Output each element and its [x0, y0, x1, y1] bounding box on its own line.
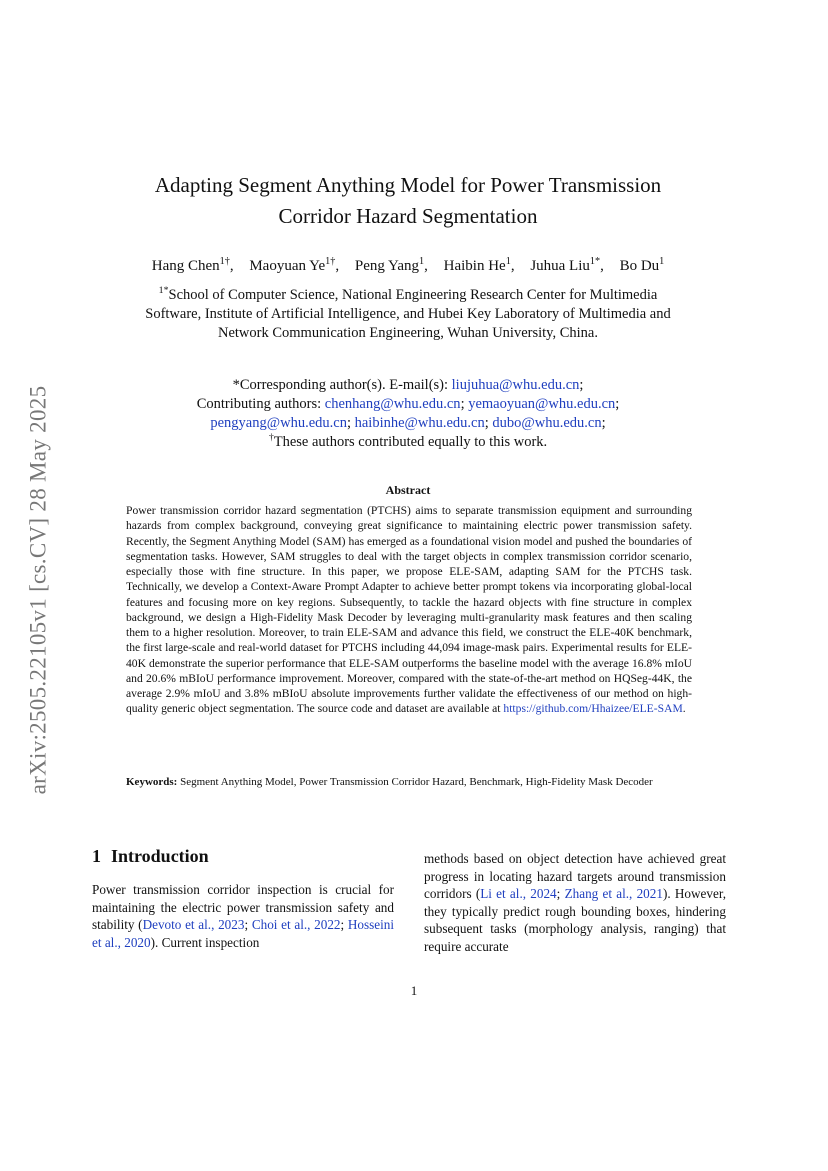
author-name: Maoyuan Ye — [249, 258, 326, 274]
citation-li[interactable]: Li et al., 2024 — [480, 886, 557, 901]
affiliation-line-1 — [100, 286, 716, 305]
section-heading — [92, 845, 394, 867]
author-he: Haibin He$^1$, — [443, 256, 515, 274]
author-mark: 1† — [325, 256, 336, 267]
source-code-link[interactable]: https://github.com/Hhaizee/ELE-SAM — [503, 702, 683, 716]
left-column — [92, 845, 394, 951]
intro-paragraph-right — [424, 850, 726, 955]
keywords — [126, 775, 692, 789]
contributing-line: Contributing authors: chenhang@whu.edu.cn; yemaoyuan@whu.edu.cn; — [196, 396, 620, 412]
author-name: Juhua Liu — [530, 258, 590, 274]
contact-block — [100, 376, 716, 452]
author-mark: 1 — [659, 256, 665, 267]
author-name: Haibin He — [443, 258, 506, 274]
abstract-text: Power transmission corridor hazard segmentation (PTCHS) aims to separate transmission equipment and surrounding hazards from complex background, conveying great significance to maintaining electric power transmission safety. Recently, the Segment Anything Model (SAM) has emerged as a foundational vision model and pushed the boundaries of segmentation tasks. However, SAM struggles to deal with the target objects in complex transmission corridor scenario, especially those with fine structure. In this paper, we propose ELE-SAM, adapting SAM for the PTCHS task. Technically, we develop a Context-Aware Prompt Adapter to achieve better prompt tokens via incorporating global-local features and focusing more on key regions. Subsequently, to tackle the hazard objects with fine structure in complex background, we design a High-Fidelity Mask Decoder by leveraging multi-granularity mask features and then scaling them to a higher resolution. Moreover, to train ELE-SAM and advance this field, we construct the ELE-40K benchmark, the first large-scale and real-world dataset for PTCHS including 44,094 image-mask pairs. Experimental results for ELE-40K demonstrate the superior performance that ELE-SAM outperforms the baseline model with the average 16.8% mIoU and 20.6% mBIoU performance improvement. Moreover, compared with the state-of-the-art method on HQSeg-44K, the average 2.9% mIoU and 3.8% mBIoU absolute improvements further validate the effectiveness of our method on high-quality generic object segmentation. The source code and dataset are available at — [126, 504, 692, 716]
right-column — [424, 850, 726, 955]
equal-contribution-note — [100, 433, 716, 452]
page-number: 1 — [410, 983, 418, 998]
affiliation-line-3: Network Communication Engineering, Wuhan University, China. — [218, 325, 598, 341]
paper-title — [100, 170, 716, 232]
intro-text: methods based on object detection have achieved great progress in locating hazard targets around transmission corridors ( — [424, 851, 726, 901]
author-chen: Hang Chen$^{1\dagger}$, — [151, 256, 234, 274]
citation-choi[interactable]: Choi et al., 2022 — [251, 917, 341, 932]
author-mark: 1* — [589, 256, 601, 267]
affiliation-text-1: School of Computer Science, National Engineering Research Center for Multimedia — [168, 287, 658, 303]
citation-devoto[interactable]: Devoto et al., 2023 — [142, 917, 245, 932]
email-link-ye[interactable]: yemaoyuan@whu.edu.cn — [468, 396, 616, 412]
arxiv-stamp — [8, 340, 68, 840]
author-mark: 1 — [505, 256, 511, 267]
equal-note-text: These authors contributed equally to this work. — [273, 434, 548, 450]
citation-sep: ; — [556, 886, 565, 901]
contributing-line-2: pengyang@whu.edu.cn; haibinhe@whu.edu.cn; dubo@whu.edu.cn; — [210, 415, 606, 431]
abstract-heading: Abstract — [385, 483, 431, 497]
citation-sep: ; — [244, 917, 252, 932]
corresponding-line: *Corresponding author(s). E-mail(s): liujuhua@whu.edu.cn; — [232, 377, 584, 393]
abstract-end: . — [682, 702, 686, 716]
author-name: Peng Yang — [354, 258, 420, 274]
intro-paragraph-left — [92, 881, 394, 951]
author-ye: Maoyuan $Ye^{1\dagger}$, — [249, 256, 340, 274]
affiliation — [100, 286, 716, 343]
keywords-label: Keywords: — [126, 776, 178, 788]
email-link-du[interactable]: dubo@whu.edu.cn — [492, 415, 602, 431]
title-line-1: Adapting Segment Anything Model for Power Transmission — [154, 173, 662, 197]
section-title: Introduction — [111, 846, 209, 866]
title-line-2: Corridor Hazard Segmentation — [278, 204, 538, 228]
email-link-chen[interactable]: chenhang@whu.edu.cn — [324, 396, 461, 412]
author-du — [620, 258, 665, 274]
arxiv-stamp-text: arXiv:2505.22105v1 [cs.CV] 28 May 2025 — [25, 385, 50, 795]
author-yang: Peng Yang$^1$, — [354, 256, 428, 274]
citation-sep: ; — [340, 917, 348, 932]
author-list — [100, 255, 716, 277]
affiliation-mark: 1* — [158, 285, 169, 297]
email-link-he[interactable]: haibinhe@whu.edu.cn — [354, 415, 485, 431]
abstract-body — [126, 503, 692, 717]
author-liu: Juhua Liu$^{1*}$, — [530, 256, 604, 274]
dagger-mark: † — [268, 432, 274, 444]
author-mark: 1† — [219, 256, 230, 267]
corresponding-label: *Corresponding author(s). E-mail(s): — [232, 377, 449, 393]
intro-text: Power transmission corridor inspection is crucial for maintaining the electric power transmission safety and stability ( — [92, 882, 394, 932]
keywords-text: Segment Anything Model, Power Transmission Corridor Hazard, Benchmark, High-Fidelity Mask Decoder — [180, 776, 653, 788]
section-number: 1 — [92, 846, 101, 866]
author-name: Hang Chen — [151, 258, 220, 274]
intro-text: ). However, they typically predict rough bounding boxes, hindering subsequent tasks (morphology analysis, ranging) that require accurate — [424, 886, 726, 954]
intro-text: ). Current inspection — [150, 934, 260, 950]
author-mark: 1 — [419, 256, 425, 267]
email-link-yang[interactable]: pengyang@whu.edu.cn — [210, 415, 347, 431]
affiliation-line-2: Software, Institute of Artificial Intelligence, and Hubei Key Laboratory of Multimedia and — [145, 306, 671, 322]
contributing-label: Contributing authors: — [196, 396, 322, 412]
author-name: Bo Du — [619, 258, 660, 274]
email-link-liu[interactable]: liujuhua@whu.edu.cn — [451, 377, 580, 393]
citation-hosseini[interactable]: Hosseini et al., 2020 — [92, 917, 395, 950]
citation-zhang[interactable]: Zhang et al., 2021 — [564, 886, 663, 901]
